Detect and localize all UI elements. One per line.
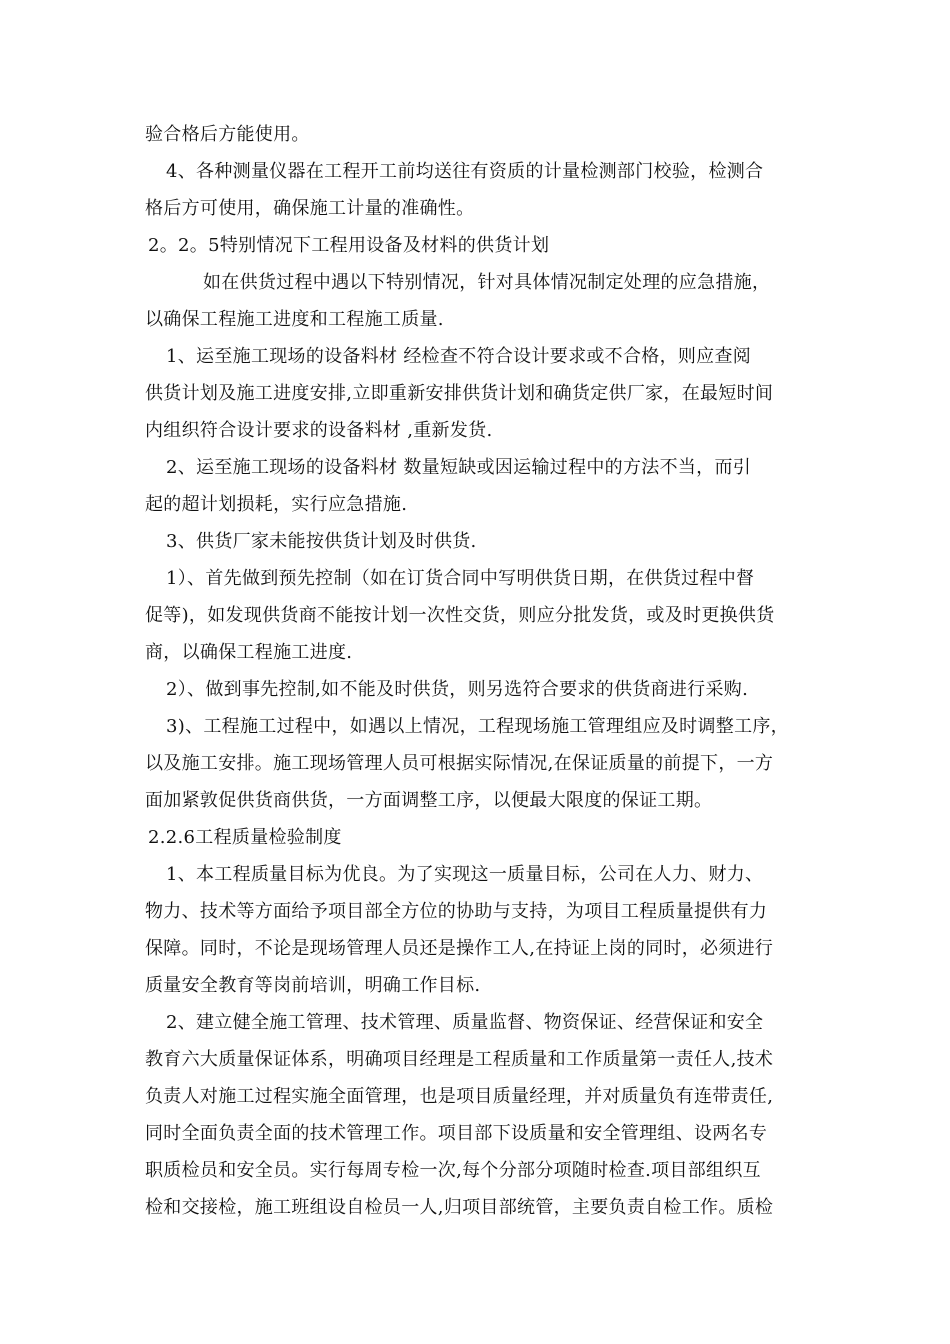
text-line: 内组织符合设计要求的设备料材 ,重新发货. [145,420,493,441]
text-line: 格后方可使用，确保施工计量的准确性。 [145,198,475,219]
text-line: 保障。同时，不论是现场管理人员还是操作工人,在持证上岗的同时，必须进行 [145,938,774,959]
text-line: 同时全面负责全面的技术管理工作。项目部下设质量和安全管理组、设两名专 [145,1123,768,1144]
text-line: 商，以确保工程施工进度. [145,642,353,663]
text-line: 1、本工程质量目标为优良。为了实现这一质量目标，公司在人力、财力、 [166,864,764,885]
text-line: 4、各种测量仪器在工程开工前均送往有资质的计量检测部门校验，检测合 [166,161,764,182]
text-line: 面加紧敦促供货商供货，一方面调整工序，以便最大限度的保证工期。 [145,790,713,811]
text-line: 3)、工程施工过程中，如遇以上情况，工程现场施工管理组应及时调整工序， [166,716,789,737]
text-line: 供货计划及施工进度安排,立即重新安排供货计划和确货定供厂家，在最短时间 [145,383,774,404]
text-line: 以确保工程施工进度和工程施工质量. [145,309,444,330]
text-line: 1）、首先做到预先控制（如在订货合同中写明供货日期，在供货过程中督 [166,568,755,589]
text-line: 1、运至施工现场的设备料材 经检查不符合设计要求或不合格，则应查阅 [166,346,752,367]
text-line: 促等)，如发现供货商不能按计划一次性交货，则应分批发货，或及时更换供货 [145,605,775,626]
text-line: 验合格后方能使用。 [145,124,310,145]
text-line: 职质检员和安全员。实行每周专检一次,每个分部分项随时检查.项目部组织互 [145,1160,761,1181]
text-line: 2、运至施工现场的设备料材 数量短缺或因运输过程中的方法不当，而引 [166,457,752,478]
text-line: 教育六大质量保证体系，明确项目经理是工程质量和工作质量第一责任人,技术 [145,1049,774,1070]
text-line: 负责人对施工过程实施全面管理，也是项目质量经理，并对质量负有连带责任, [145,1086,774,1107]
text-line: 3、供货厂家未能按供货计划及时供货. [166,531,477,552]
text-line: 以及施工安排。施工现场管理人员可根据实际情况,在保证质量的前提下，一方 [145,753,774,774]
section-heading: 2.2.6工程质量检验制度 [148,827,342,848]
text-line: 物力、技术等方面给予项目部全方位的协助与支持，为项目工程质量提供有力 [145,901,768,922]
text-line: 质量安全教育等岗前培训，明确工作目标. [145,975,481,996]
text-line: 如在供货过程中遇以下特别情况，针对具体情况制定处理的应急措施， [203,272,771,293]
text-line: 检和交接检，施工班组设自检员一人,归项目部统管，主要负责自检工作。质检 [145,1197,774,1218]
text-line: 2、建立健全施工管理、技术管理、质量监督、物资保证、经营保证和安全 [166,1012,764,1033]
section-heading: 2。2。5特别情况下工程用设备及材料的供货计划 [148,235,550,256]
text-line: 起的超计划损耗，实行应急措施. [145,494,408,515]
text-line: 2）、做到事先控制,如不能及时供货，则另选符合要求的供货商进行采购. [166,679,749,700]
